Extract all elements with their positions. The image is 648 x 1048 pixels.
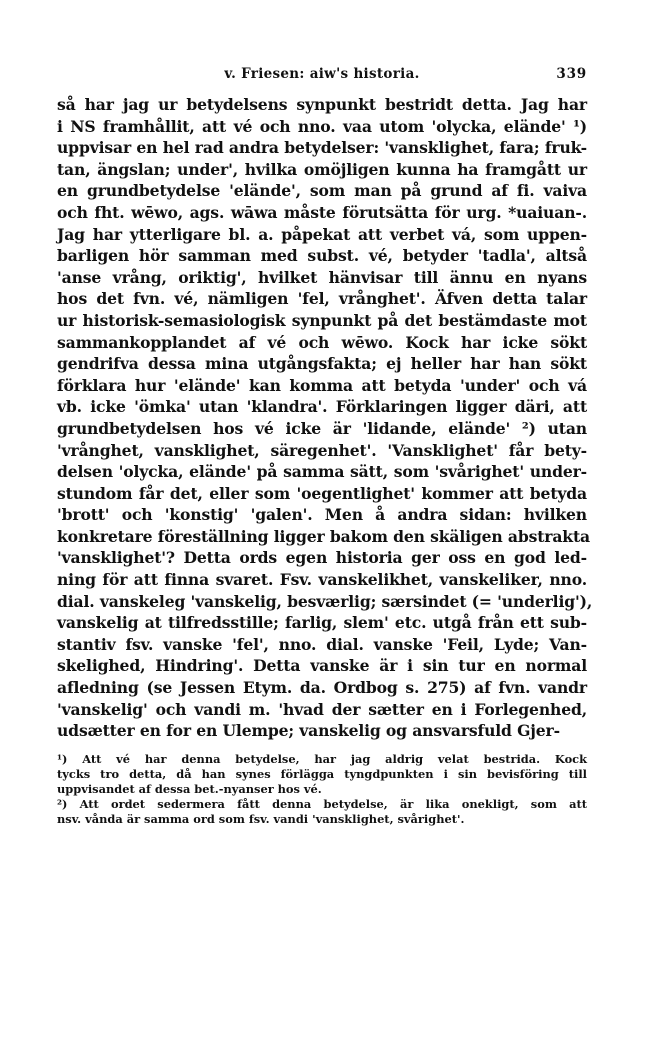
- footnotes: [57, 752, 587, 827]
- text-line: konkretare föreställning ligger bakom den skäligen abstrakta: [57, 526, 590, 546]
- text-line: och fht. wēwo, ags. wāwa måste förutsätta för urg. *uaiuan-.: [57, 202, 587, 222]
- text-line: uppvisar en hel rad andra betydelser: 'vansklighet, fara; fruk-: [57, 138, 587, 158]
- text-line: vb. icke 'ömka' utan 'klandra'. Förklaringen ligger däri, att: [57, 397, 587, 417]
- footnote-line: nsv. vånda är samma ord som fsv. vandi 'vansklighet, svårighet'.: [57, 811, 465, 826]
- body-text: [57, 94, 593, 742]
- text-line: hos det fvn. vé, nämligen 'fel, vrånghet'. Äfven detta talar: [57, 289, 587, 309]
- text-line: dial. vanskeleg 'vanskelig, besværlig; særsindet (= 'underlig'),: [57, 591, 593, 611]
- text-line: stantiv fsv. vanske 'fel', nno. dial. vanske 'Feil, Lyde; Van-: [57, 634, 587, 654]
- text-line: delsen 'olycka, elände' på samma sätt, som 'svårighet' under-: [57, 462, 587, 482]
- text-line: ur historisk-semasiologisk synpunkt på det bestämdaste mot: [57, 310, 587, 330]
- text-line: så har jag ur betydelsens synpunkt bestridt detta. Jag har: [57, 95, 587, 114]
- text-line: barligen hör samman med subst. vé, betyder 'tadla', altså: [57, 246, 587, 266]
- running-head: v. Friesen: aiw's historia.: [224, 66, 420, 82]
- footnote-line: uppvisandet af dessa bet.-nyanser hos vé.: [57, 781, 322, 796]
- text-line: ning för att finna svaret. Fsv. vanskelikhet, vanskeliker, nno.: [57, 570, 587, 590]
- text-line: stundom får det, eller som 'oegentlighet' kommer att betyda: [57, 483, 587, 503]
- text-line: tan, ängslan; under', hvilka omöjligen kunna ha framgått ur: [57, 159, 587, 179]
- page-header: [57, 62, 587, 86]
- text-line: skelighed, Hindring'. Detta vanske är i sin tur en normal: [57, 656, 587, 676]
- text-line: vanskelig at tilfredsstille; farlig, slem' etc. utgå från ett sub-: [57, 613, 587, 633]
- text-line: 'vrånghet, vansklighet, säregenhet'. 'Vansklighet' får bety-: [57, 440, 587, 460]
- footnote-line: tycks tro detta, då han synes förlägga tyngdpunkten i sin bevisföring till: [57, 766, 587, 781]
- text-line: 'brott' och 'konstig' 'galen'. Men å andra sidan: hvilken: [57, 505, 587, 525]
- text-line: Jag har ytterligare bl. a. påpekat att verbet vá, som uppen-: [57, 224, 587, 244]
- text-line: grundbetydelsen hos vé icke är 'lidande, elände' ²) utan: [57, 418, 587, 438]
- text-line: 'vansklighet'? Detta ords egen historia ger oss en god led-: [57, 548, 587, 568]
- text-line: udsætter en for en Ulempe; vanskelig og ansvarsfuld Gjer-: [57, 721, 560, 741]
- text-line: gendrifva dessa mina utgångsfakta; ej heller har han sökt: [57, 354, 587, 374]
- text-line: förklara hur 'elände' kan komma att betyda 'under' och vá: [57, 375, 587, 395]
- page: [57, 62, 593, 827]
- page-number: 339: [556, 66, 587, 82]
- footnote-line: ²) Att ordet sedermera fått denna betydelse, är lika onekligt, som att: [57, 796, 587, 811]
- text-line: sammankopplandet af vé och wēwo. Kock har icke sökt: [57, 332, 587, 352]
- footnote-line: ¹) Att vé har denna betydelse, har jag aldrig velat bestrida. Kock: [57, 751, 587, 766]
- text-line: i NS framhållit, att vé och nno. vaa utom 'olycka, elände' ¹): [57, 116, 587, 136]
- text-line: afledning (se Jessen Etym. da. Ordbog s. 275) af fvn. vandr: [57, 678, 587, 698]
- text-line: 'vanskelig' och vandi m. 'hvad der sætter en i Forlegenhed,: [57, 699, 587, 719]
- text-line: en grundbetydelse 'elände', som man på grund af fi. vaiva: [57, 181, 587, 201]
- text-line: 'anse vrång, oriktig', hvilket hänvisar till ännu en nyans: [57, 267, 587, 287]
